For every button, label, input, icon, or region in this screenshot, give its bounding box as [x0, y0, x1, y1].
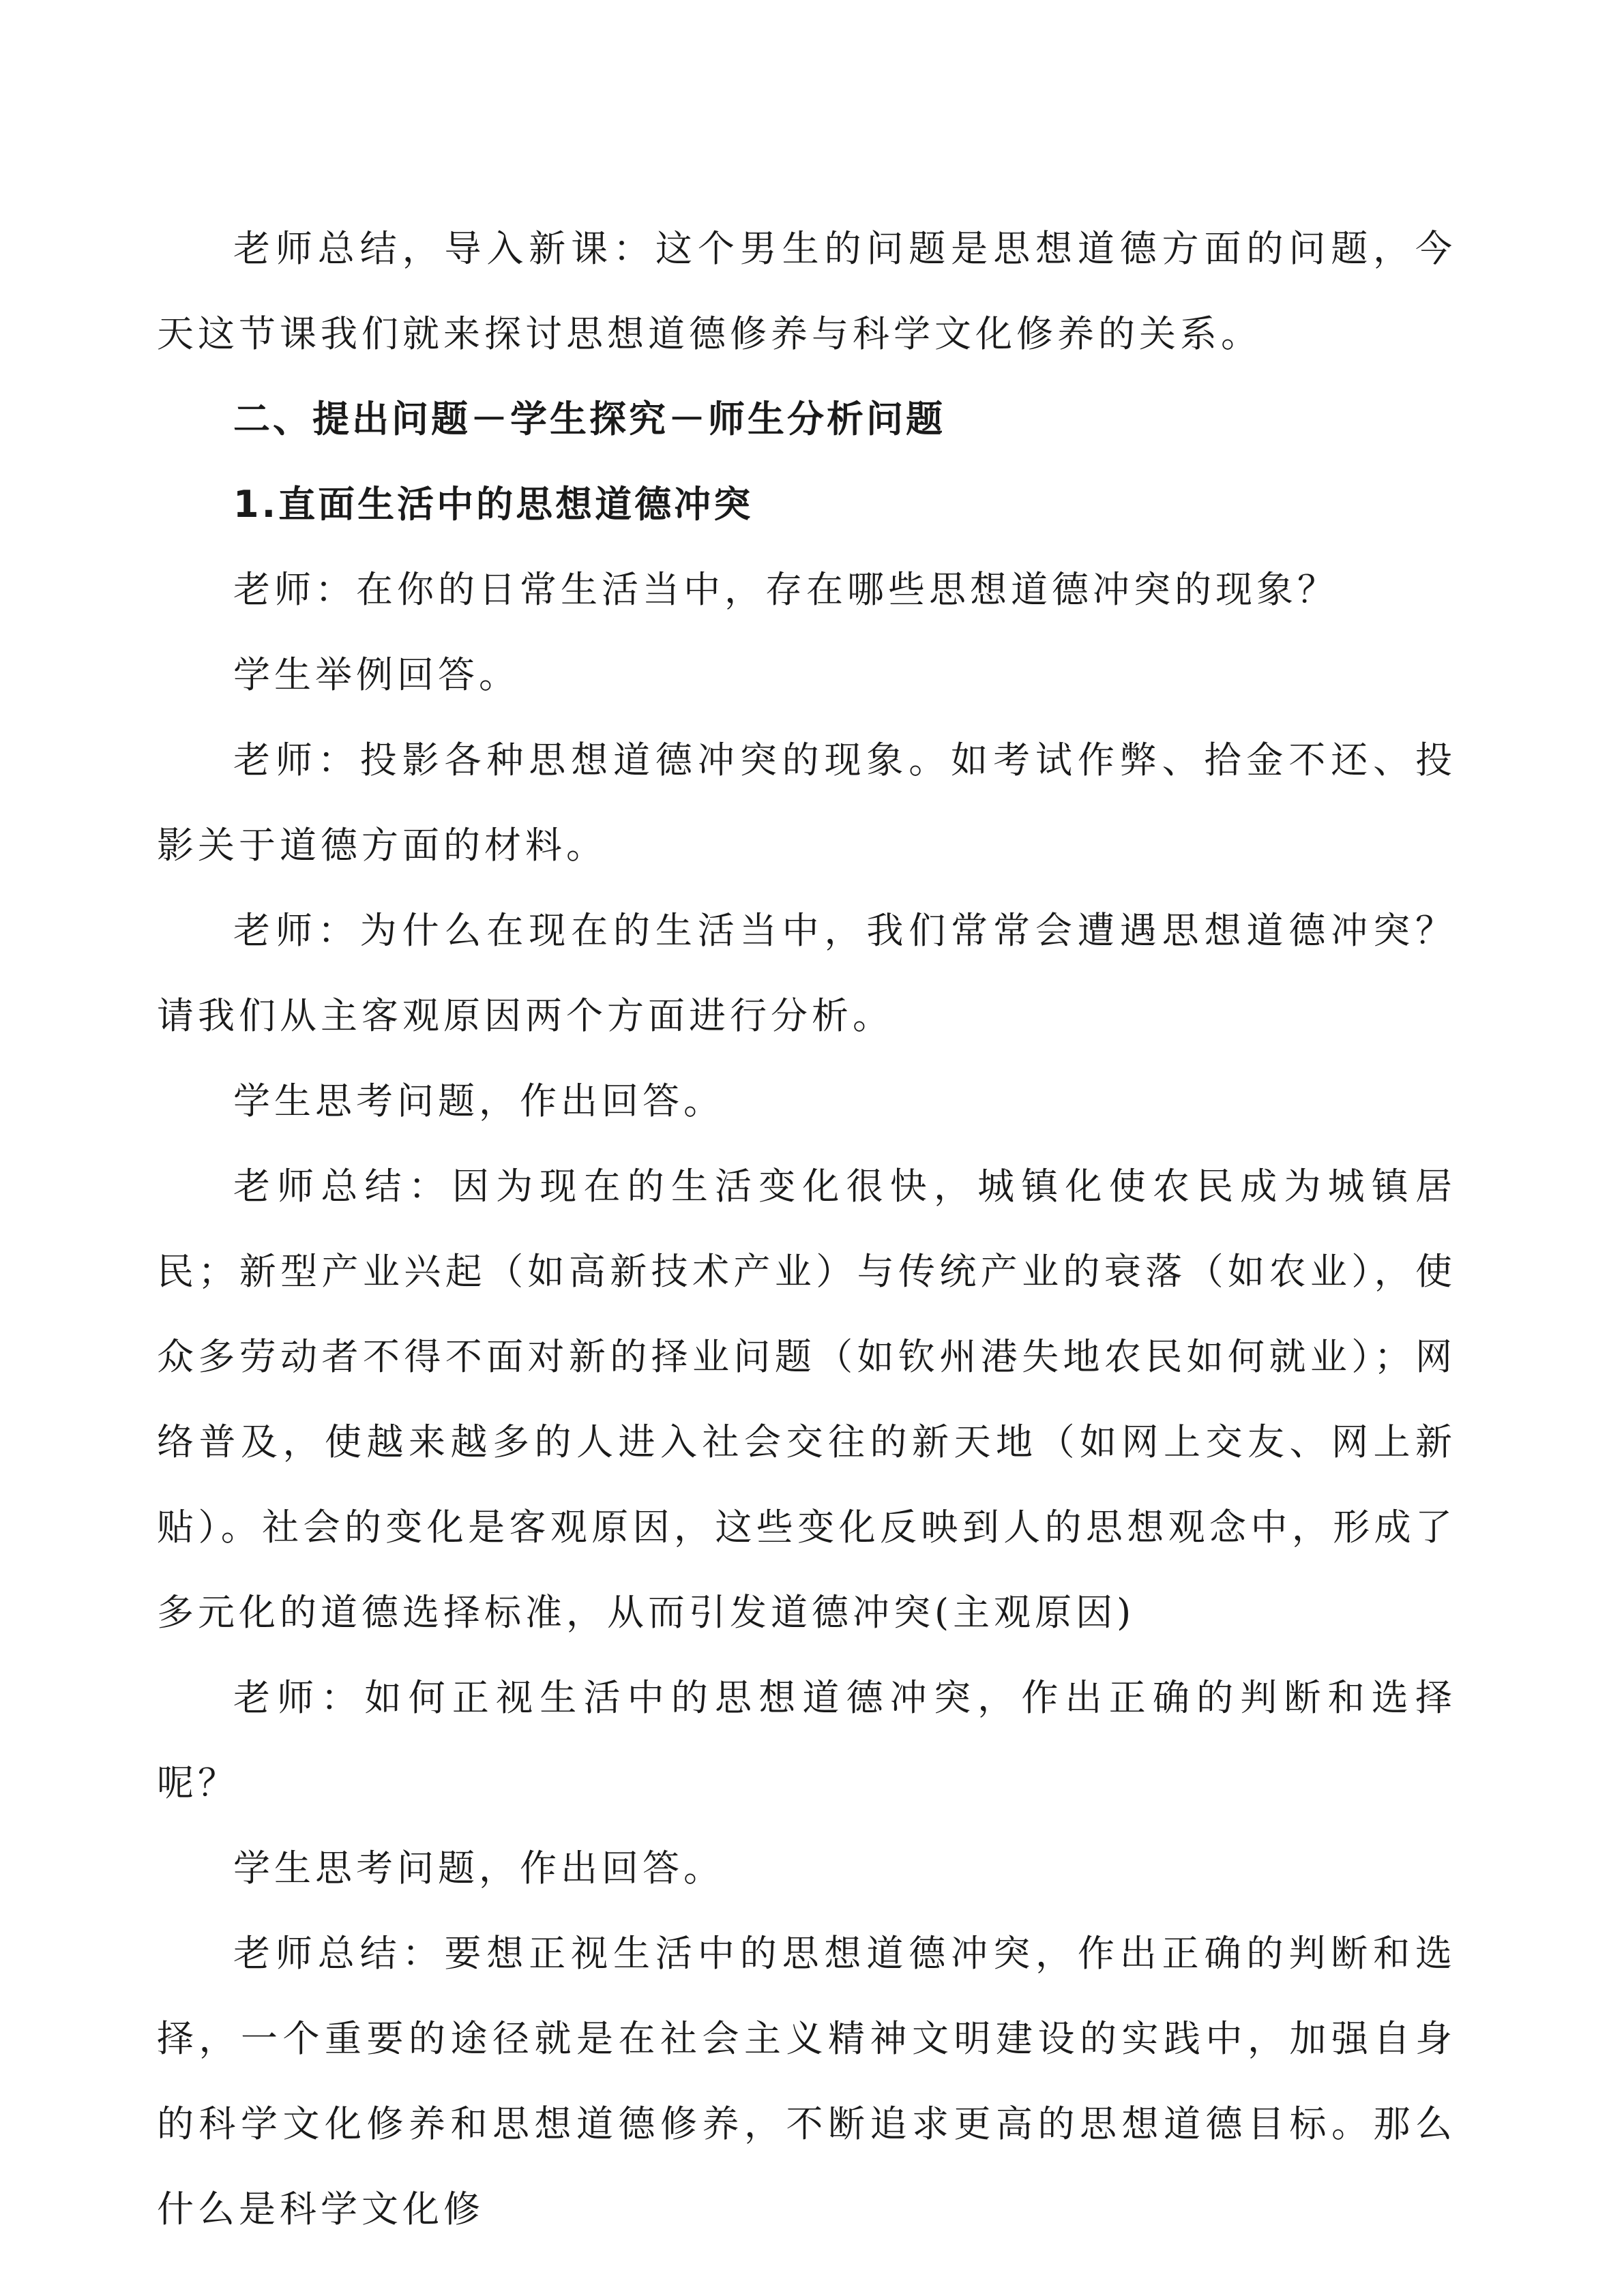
paragraph-teacher-question-2: 老师：为什么在现在的生活当中，我们常常会遭遇思想道德冲突？请我们从主客观原因两个方面进行分析。 [157, 909, 1456, 1037]
section-heading: 二、提出问题－学生探究－师生分析问题 [233, 398, 945, 441]
document-page [157, 206, 1456, 2252]
paragraph-student-answer-3: 学生思考问题，作出回答。 [233, 1847, 724, 1890]
paragraph-teacher-summary-1: 老师总结：因为现在的生活变化很快，城镇化使农民成为城镇居民；新型产业兴起（如高新技术产业）与传统产业的衰落（如农业），使众多劳动者不得不面对新的择业问题（如钦州港失地农民如何就业）；网络普及，使越来越多的人进入社会交往的新天地（如网上交友、网上新贴）。社会的变化是客观原因，这些变化反映到人的思想观念中，形成了多元化的道德选择标准，从而引发道德冲突(主观原因) [157, 1165, 1456, 1634]
paragraph-student-answer-2: 学生思考问题，作出回答。 [233, 1079, 724, 1122]
paragraph-teacher-question-1: 老师：在你的日常生活当中，存在哪些思想道德冲突的现象？ [233, 568, 1338, 611]
paragraph-intro-summary: 老师总结，导入新课：这个男生的问题是思想道德方面的问题，今天这节课我们就来探讨思想道德修养与科学文化修养的关系。 [157, 227, 1456, 355]
paragraph-teacher-question-3: 老师：如何正视生活中的思想道德冲突，作出正确的判断和选择呢？ [157, 1676, 1456, 1804]
paragraph-teacher-summary-2: 老师总结：要想正视生活中的思想道德冲突，作出正确的判断和选择，一个重要的途径就是在社会主义精神文明建设的实践中，加强自身的科学文化修养和思想道德修养，不断追求更高的思想道德目标。那么什么是科学文化修 [157, 1932, 1456, 2231]
paragraph-teacher-projection: 老师：投影各种思想道德冲突的现象。如考试作弊、拾金不还、投影关于道德方面的材料。 [157, 739, 1456, 867]
paragraph-student-answer-1: 学生举例回答。 [233, 653, 520, 696]
subsection-heading: 1.直面生活中的思想道德冲突 [233, 483, 754, 526]
